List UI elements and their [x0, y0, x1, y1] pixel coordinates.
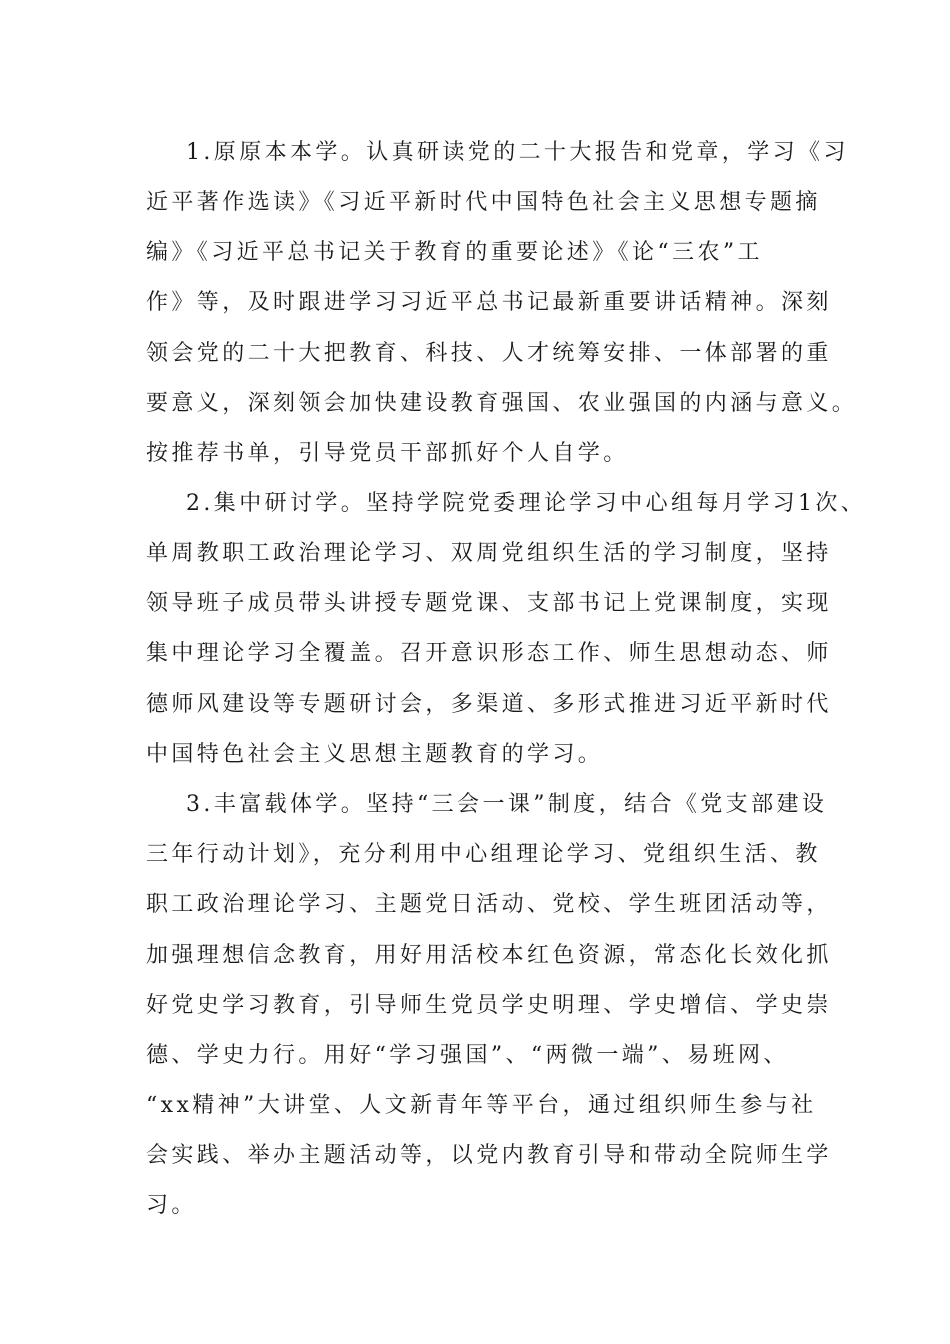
paragraph-2-line-3: 领导班子成员带头讲授专题党课、支部书记上党课制度，实现	[146, 591, 832, 616]
paragraph-1-line-3: 编》《习近平总书记关于教育的重要论述》《论“三农”工	[146, 240, 763, 265]
paragraph-3-line-7: “xx精神”大讲堂、人文新青年等平台，通过组织师生参与社	[146, 1093, 817, 1118]
paragraph-1-line-7: 按推荐书单，引导党员干部抓好个人自学。	[146, 441, 629, 466]
paragraph-3-line-4: 加强理想信念教育，用好用活校本红色资源，常态化长效化抓	[146, 943, 832, 968]
paragraph-3-line-5: 好党史学习教育，引导师生党员学史明理、学史增信、学史崇	[146, 993, 832, 1018]
paragraph-2-line-4: 集中理论学习全覆盖。召开意识形态工作、师生思想动态、师	[146, 641, 832, 666]
paragraph-1-line-4: 作》等，及时跟进学习习近平总书记最新重要讲话精神。深刻	[146, 290, 832, 315]
paragraph-3-line-8: 会实践、举办主题活动等，以党内教育引导和带动全院师生学	[146, 1143, 832, 1168]
paragraph-2-line-1: 2.集中研讨学。坚持学院党委理论学习中心组每月学习1次、	[186, 491, 867, 516]
paragraph-3-line-9: 习。	[146, 1193, 197, 1218]
paragraph-2-line-5: 德师风建设等专题研讨会，多渠道、多形式推进习近平新时代	[146, 692, 832, 717]
paragraph-3-line-1: 3.丰富载体学。坚持“三会一课”制度，结合《党支部建设	[186, 792, 828, 817]
paragraph-3-line-3: 职工政治理论学习、主题党日活动、党校、学生班团活动等，	[146, 892, 832, 917]
paragraph-1-line-2: 近平著作选读》《习近平新时代中国特色社会主义思想专题摘	[146, 190, 821, 215]
paragraph-3-line-6: 德、学史力行。用好“学习强国”、“两微一端”、易班网、	[146, 1043, 789, 1068]
paragraph-3-line-2: 三年行动计划》，充分利用中心组理论学习、党组织生活、教	[146, 842, 821, 867]
paragraph-1-line-6: 要意义，深刻领会加快建设教育强国、农业强国的内涵与意义。	[146, 391, 858, 416]
paragraph-1-line-1: 1.原原本本学。认真研读党的二十大报告和党章，学习《习	[186, 140, 849, 165]
paragraph-1-line-5: 领会党的二十大把教育、科技、人才统筹安排、一体部署的重	[146, 341, 832, 366]
paragraph-2-line-6: 中国特色社会主义思想主题教育的学习。	[146, 742, 604, 767]
paragraph-2-line-2: 单周教职工政治理论学习、双周党组织生活的学习制度，坚持	[146, 541, 832, 566]
